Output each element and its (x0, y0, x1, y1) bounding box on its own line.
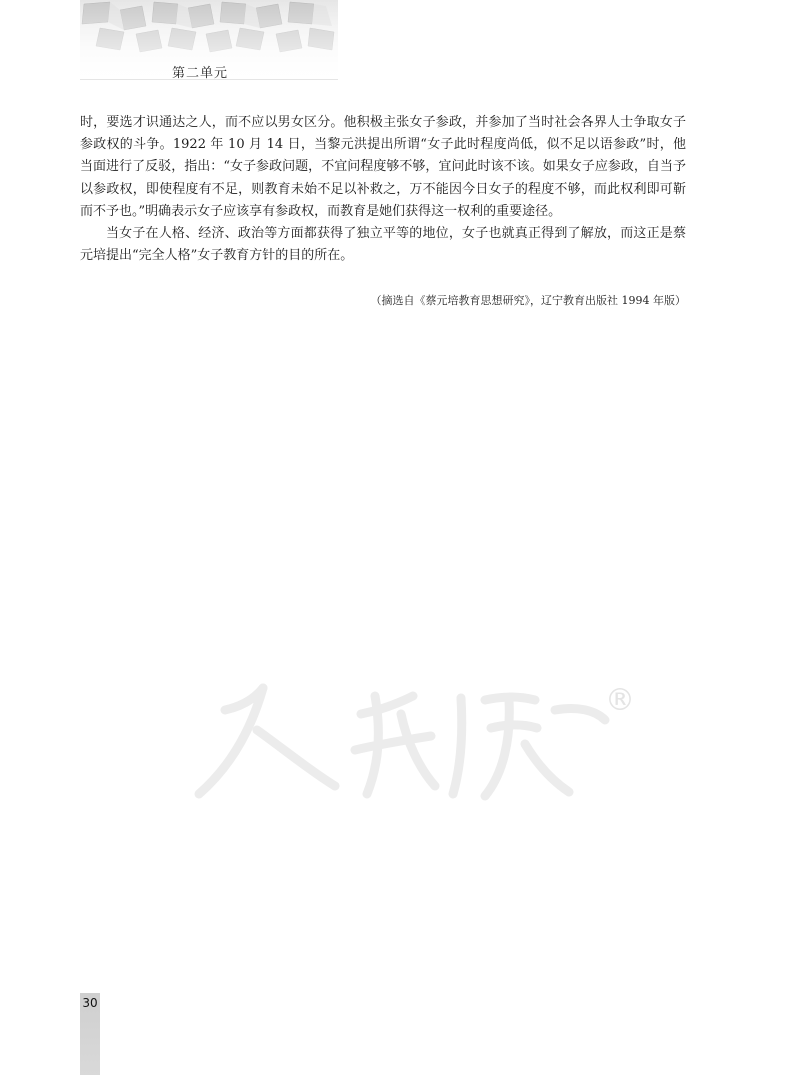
registered-mark: ® (605, 683, 635, 718)
paragraph-2: 当女子在人格、经济、政治等方面都获得了独立平等的地位，女子也就真正得到了解放，而这正是蔡元培提出“完全人格”女子教育方针的目的所在。 (80, 226, 686, 264)
source-citation: （摘选自《蔡元培教育思想研究》，辽宁教育出版社 1994 年版） (370, 294, 686, 307)
body-text (80, 112, 686, 267)
publisher-watermark (185, 670, 645, 810)
unit-label: 第二单元 (172, 66, 229, 81)
watermark-calligraphy (199, 688, 605, 796)
page-number: 30 (82, 996, 98, 1010)
paragraph-1: 时，要选才识通达之人，而不应以男女区分。他积极主张女子参政，并参加了当时社会各界人士争取女子参政权的斗争。1922 年 10 月 14 日，当黎元洪提出所谓“女子此时程度尚低，似不足以语参政”时，他当面进行了反驳，指出：“女子参政问题，不宜问程度够不够，宜问此时该不该。如果女子应参政，自当予以参政权，即使程度有不足，则教育未始不足以补救之，万不能因今日女子的程度不够，而此权利即可靳而不予也。”明确表示女子应该享有参政权，而教育是她们获得这一权利的重要途径。 (80, 115, 686, 219)
